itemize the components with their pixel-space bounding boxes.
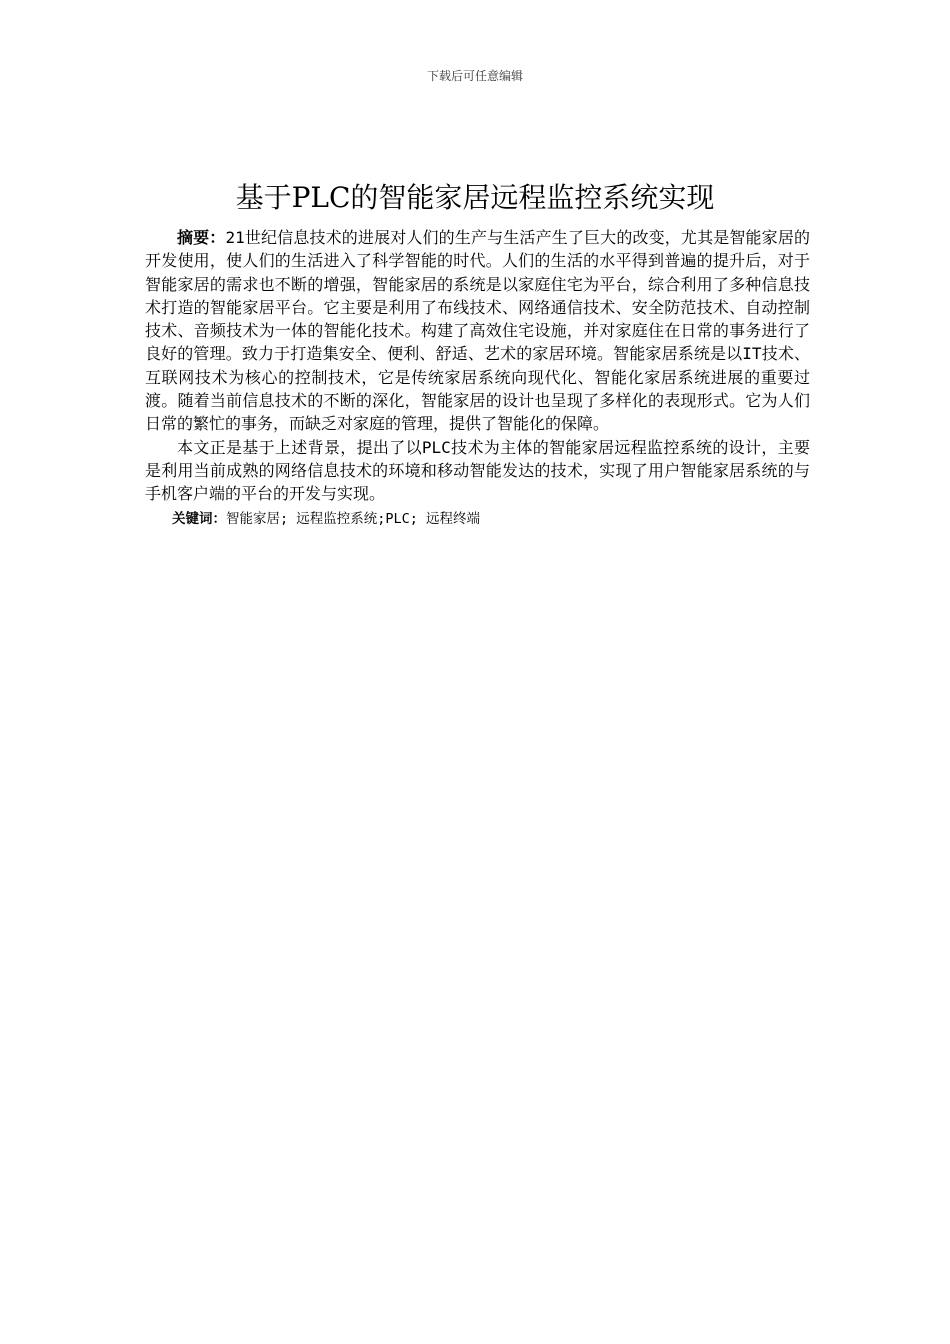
abstract-label: 摘要： (177, 228, 226, 247)
abstract-paragraph-2: 本文正是基于上述背景，提出了以PLC技术为主体的智能家居远程监控系统的设计，主要是利用当前成熟的网络信息技术的环境和移动智能发达的技术，实现了用户智能家居系统的与手机客户端的平台的开发与实现。 (145, 437, 810, 504)
keywords-label: 关键词： (172, 510, 226, 527)
keywords-text: 智能家居; 远程监控系统;PLC; 远程终端 (226, 510, 481, 527)
keywords-line (145, 506, 810, 532)
page-header: 下载后可任意编辑 (426, 69, 523, 83)
abstract-paragraph-1 (145, 226, 810, 436)
document-title: 基于PLC的智能家居远程监控系统实现 (235, 181, 715, 214)
abstract-text-1: 21世纪信息技术的进展对人们的生产与生活产生了巨大的改变，尤其是智能家居的开发使用，使人们的生活进入了科学智能的时代。人们的生活的水平得到普遍的提升后，对于智能家居的需求也不断的增强，智能家居的系统是以家庭住宅为平台，综合利用了多种信息技术打造的智能家居平台。它主要是利用了布线技术、网络通信技术、安全防范技术、自动控制技术、音频技术为一体的智能化技术。构建了高效住宅设施，并对家庭住在日常的事务进行了良好的管理。致力于打造集安全、便利、舒适、艺术的家居环境。智能家居系统是以IT技术、互联网技术为核心的控制技术，它是传统家居系统向现代化、智能化家居系统进展的重要过渡。随着当前信息技术的不断的深化，智能家居的设计也呈现了多样化的表现形式。它为人们日常的繁忙的事务，而缺乏对家庭的管理，提供了智能化的保障。 (145, 228, 810, 434)
abstract-section (145, 226, 810, 532)
